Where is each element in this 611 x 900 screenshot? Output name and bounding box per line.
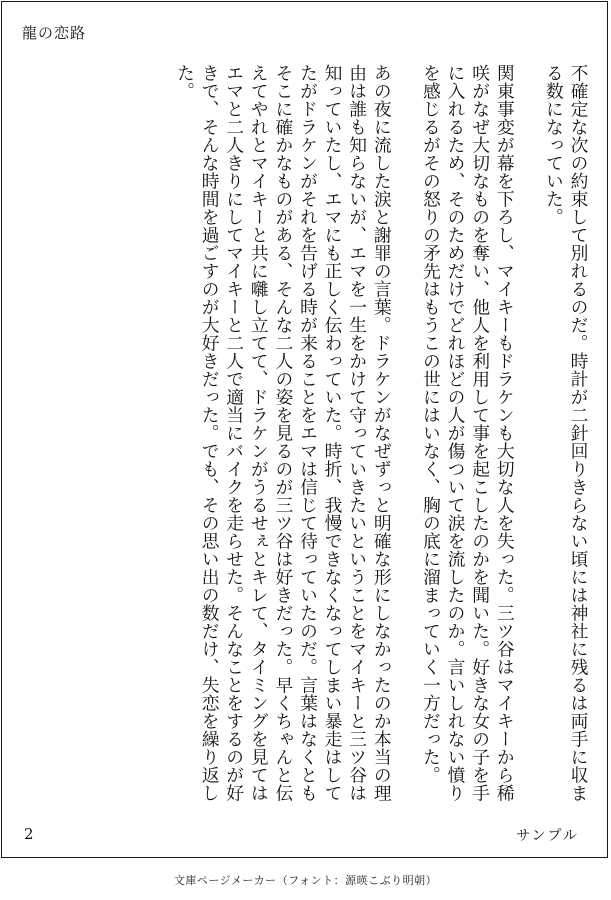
paragraph-2: 関東事変が幕を下ろし、マイキーもドラケンも大切な人を失った。三ツ谷はマイキーから稀咲がなぜ大切なものを奪い、他人を利用して事を起こしたのかを聞いた。好きな女の子を手に入れるため、そのためだけでどれほどの人が傷ついて涙を流したのか。言いしれない憤りを感じるがその怒りの矛先はもうこの世にはいなく、胸の底に溜まっていく一方だった。 (420, 64, 516, 802)
sample-label: サンプル (516, 828, 579, 844)
generator-credit: 文庫ページメーカー（フォント：源暎こぶり明朝） (173, 874, 438, 887)
vertical-text-body (22, 64, 590, 809)
paragraph-3: あの夜に流した涙と謝罪の言葉。ドラケンがなぜずっと明確な形にしなかったのか本当の理由は誰も知らないが、エマを一生をかけて守っていきたいということをマイキーと三ツ谷は知っていたし、エマにも正しく伝わっていた。時折、我慢できなくなってしまい暴走はしてたがドラケンがそれを告げる時が来ることをエマは信じて待っていたのだ。言葉はなくともそこに確かなものがある、そんな二人の姿を見るのが三ツ谷は好きだった。早くちゃんと伝えてやれとマイキーと共に囃し立てて、ドラケンがうるせぇとキレて、タイミングを見てはエマと二人きりにしてマイキーと二人で適当にバイクを走らせた。そんなことをするのが好きで、そんな時間を過ごすのが大好きだった。でも、その思い出の数だけ、失恋を繰り返した。 (174, 64, 393, 802)
page-frame (1, 1, 608, 858)
paragraph-1: 不確定な次の約束して別れるのだ。時計が二針回りきらない頃には神社に残るは両手に収まる数になっていた。 (543, 64, 589, 802)
book-title: 龍の恋路 (22, 24, 87, 42)
page-number: 2 (24, 825, 34, 843)
